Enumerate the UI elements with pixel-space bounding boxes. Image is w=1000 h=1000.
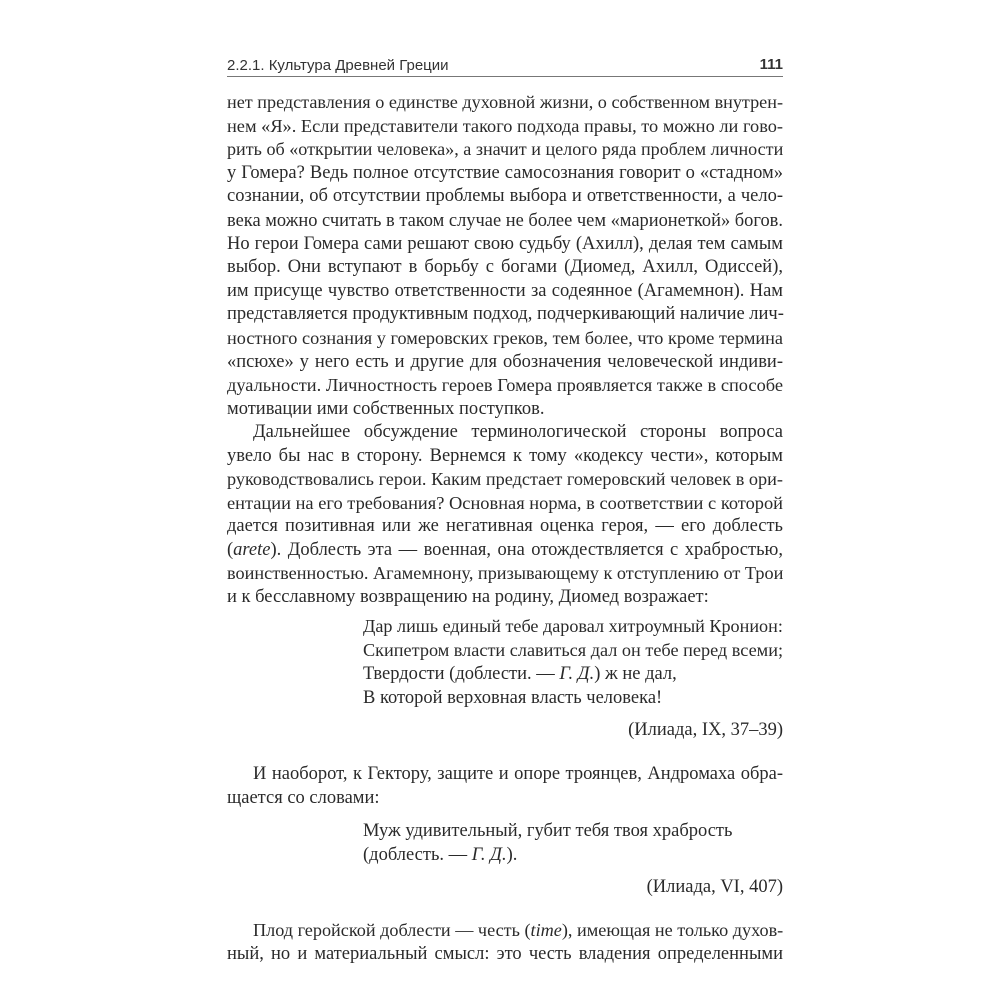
text-segment: Твердости (доблести. —	[363, 664, 560, 684]
text-line	[227, 585, 783, 609]
text-segment: увело бы нас в сторону. Вернемся к тому «кодексу чести», которым	[227, 446, 783, 466]
text-segment: нем «Я». Если представители такого подхода правы, то можно ли гово-	[227, 116, 783, 136]
text-segment: сознании, об отсутствии проблемы выбора и ответственности, а чело-	[227, 186, 783, 206]
text-segment: Муж удивительный, губит тебя твоя храбрость	[363, 821, 733, 841]
text-segment: ностного сознания у гомеровских греков, тем более, что кроме термина	[227, 328, 783, 348]
text-segment: щается со словами:	[227, 788, 380, 808]
text-segment: ).	[506, 845, 518, 865]
text-segment: воинственностью. Агамемнону, призывающему к отступлению от Трои	[227, 563, 784, 583]
text-segment: ). Доблесть эта — военная, она отождествляется с храбростью,	[270, 540, 783, 560]
text-line	[227, 942, 783, 966]
text-line	[227, 326, 783, 350]
citation	[227, 875, 783, 899]
poem-line	[363, 686, 783, 710]
text-segment: рить об «открытии человека», а значит и целого ряда проблем личности	[227, 139, 784, 159]
text-line	[227, 420, 783, 444]
text-segment: и к бесславному возвращению на родину, Диомед возражает:	[227, 587, 709, 607]
text-line	[227, 918, 783, 942]
text-segment: руководствовались герои. Каким предстает гомеровский человек в ори-	[227, 469, 783, 489]
text-segment: у Гомера? Ведь полное отсутствие самосознания говорит о «стадном»	[227, 163, 783, 183]
section-title: 2.2.1. Культура Древней Греции	[227, 57, 449, 74]
text-segment: Дар лишь единый тебе даровал хитроумный Кронион:	[363, 616, 783, 636]
italic-term: Г. Д.	[471, 845, 507, 865]
text-line	[227, 279, 783, 303]
text-line	[227, 467, 783, 491]
text-segment: Плод геройской доблести — честь (	[253, 920, 531, 940]
text-segment: Скипетром власти славиться дал он тебе перед всеми;	[363, 640, 784, 660]
text-segment: века можно считать в таком случае не более чем «марионеткой» богов.	[227, 210, 783, 230]
poem-line	[363, 843, 783, 867]
text-line	[227, 137, 783, 161]
text-segment: И наоборот, к Гектору, защите и опоре троянцев, Андромаха обра-	[253, 764, 783, 784]
text-segment: В которой верховная власть человека!	[363, 688, 663, 708]
text-line	[227, 491, 783, 515]
text-segment: ), имеющая не только духов-	[561, 920, 784, 940]
text-segment: (Илиада, VI, 407)	[646, 877, 783, 897]
text-segment: дуальности. Личностность героев Гомера проявляется также в способе	[227, 375, 783, 395]
italic-term: time	[530, 920, 562, 940]
text-line	[227, 373, 783, 397]
text-line	[227, 514, 783, 538]
text-line	[227, 397, 783, 421]
text-line	[227, 255, 783, 279]
poem-line	[363, 614, 783, 638]
poem-line	[363, 662, 783, 686]
text-segment: (	[227, 540, 234, 560]
text-segment: (доблесть. —	[363, 845, 472, 865]
text-segment: представляется продуктивным подход, подчеркивающий наличие лич-	[227, 304, 784, 324]
text-line	[227, 208, 783, 232]
poem-line	[363, 819, 783, 843]
page-number: 111	[759, 56, 783, 73]
text-segment: нет представления о единстве духовной жизни, о собственном внутрен-	[227, 92, 783, 112]
text-line	[227, 350, 783, 374]
text-line	[227, 114, 783, 138]
text-segment: им присуще чувство ответственности за содеянное (Агамемнон). Нам	[227, 281, 783, 301]
text-line	[227, 90, 783, 114]
text-segment: «псюхе» у него есть и другие для обозначения человеческой индиви-	[227, 352, 783, 372]
text-segment: (Илиада, IX, 37–39)	[628, 720, 783, 740]
text-segment: дается позитивная или же негативная оценка героя, — его доблесть	[227, 516, 783, 536]
text-line	[227, 762, 783, 786]
text-line	[227, 538, 783, 562]
poem-line	[363, 638, 783, 662]
text-line	[227, 161, 783, 185]
italic-term: arete	[233, 540, 271, 560]
text-line	[227, 184, 783, 208]
text-segment: ентации на его требования? Основная норма, в соответствии с которой	[227, 493, 783, 513]
text-line	[227, 561, 783, 585]
text-segment: Но герои Гомера сами решают свою судьбу (Ахилл), делая тем самым	[227, 234, 783, 254]
text-segment: мотивации ими собственных поступков.	[227, 399, 545, 419]
text-segment: Дальнейшее обсуждение терминологической стороны вопроса	[253, 422, 783, 442]
text-segment: ) ж не дал,	[594, 664, 677, 684]
text-line	[227, 786, 783, 810]
text-line	[227, 232, 783, 256]
italic-term: Г. Д.	[559, 664, 595, 684]
text-line	[227, 302, 783, 326]
text-segment: выбор. Они вступают в борьбу с богами (Диомед, Ахилл, Одиссей),	[227, 257, 783, 277]
text-segment: ный, но и материальный смысл: это честь владения определенными	[227, 944, 783, 964]
citation	[227, 718, 783, 742]
running-header	[227, 56, 783, 77]
text-line	[227, 444, 783, 468]
